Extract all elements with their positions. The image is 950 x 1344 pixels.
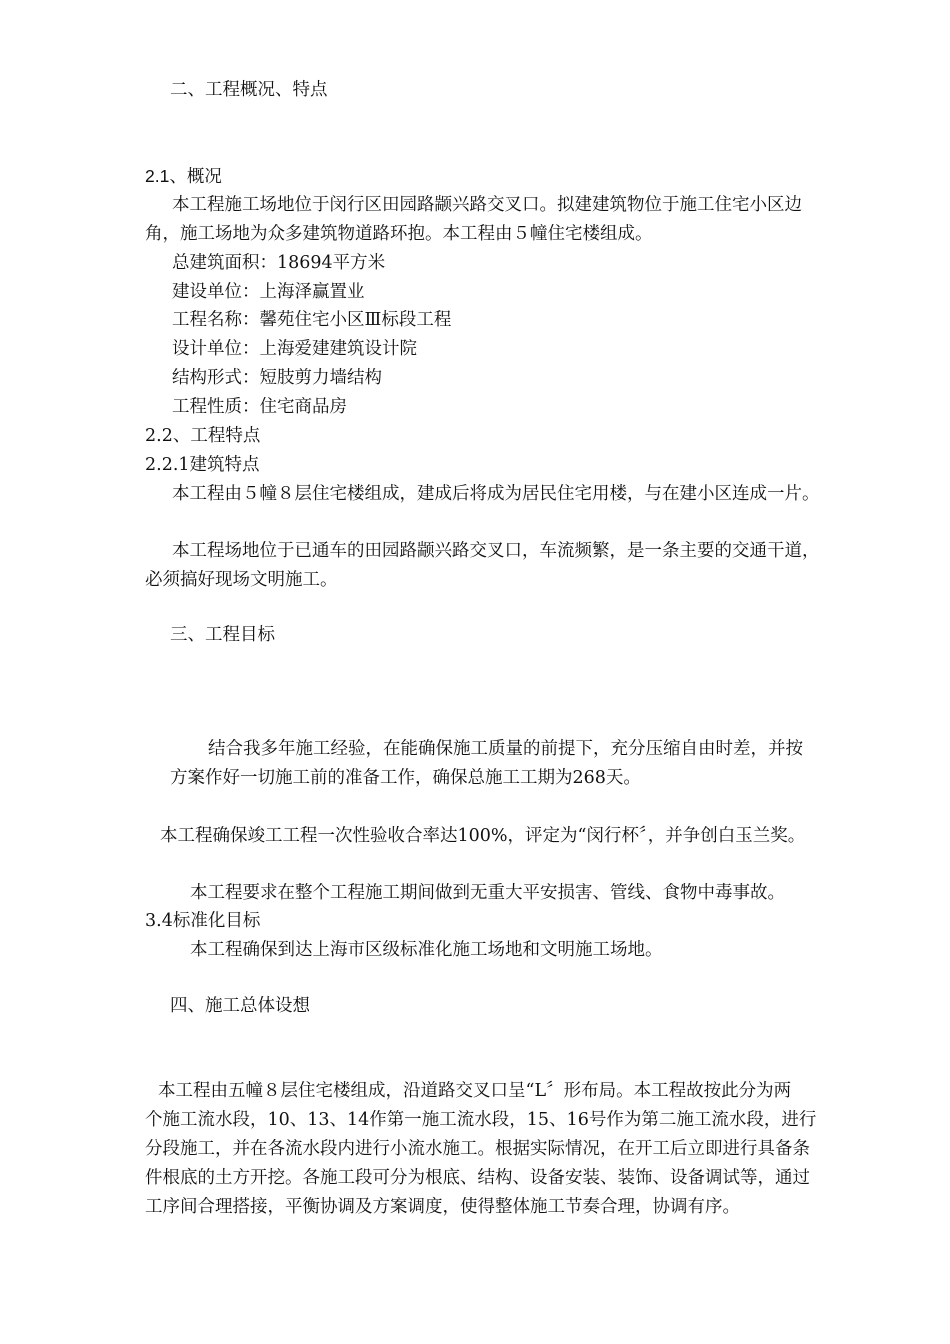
paragraph-line: 件根底的土方开挖。各施工段可分为根底、结构、设备安装、装饰、设备调试等，通过: [145, 1168, 810, 1188]
info-project-name: 工程名称：馨苑住宅小区Ⅲ标段工程: [172, 310, 452, 330]
paragraph-line: 本工程施工场地位于闵行区田园路颛兴路交叉口。拟建建筑物位于施工住宅小区边: [172, 195, 802, 215]
subheading-building-features: 2.2.1建筑特点: [145, 455, 260, 475]
paragraph-line: 本工程由５幢８层住宅楼组成，建成后将成为居民住宅用楼，与在建小区连成一片。: [172, 484, 820, 504]
info-builder: 建设单位：上海泽赢置业: [172, 282, 365, 302]
paragraph-line: 必须搞好现场文明施工。: [145, 570, 338, 590]
paragraph-line: 方案作好一切施工前的准备工作，确保总施工工期为268天。: [170, 768, 641, 788]
subheading-features: 2.2、工程特点: [145, 426, 261, 446]
paragraph-line: 本工程确保到达上海市区级标准化施工场地和文明施工场地。: [190, 940, 663, 960]
info-nature: 工程性质：住宅商品房: [172, 397, 347, 417]
paragraph-line: 分段施工，并在各流水段内进行小流水施工。根据实际情况，在开工后立即进行具备条: [145, 1139, 810, 1159]
paragraph-line: 本工程要求在整个工程施工期间做到无重大平安损害、管线、食物中毒事故。: [190, 883, 785, 903]
subheading-overview: 2.1、概况: [145, 166, 222, 186]
paragraph-line: 工序间合理搭接，平衡协调及方案调度，使得整体施工节奏合理，协调有序。: [145, 1197, 740, 1217]
paragraph-line: 本工程场地位于已通车的田园路颛兴路交叉口，车流频繁，是一条主要的交通干道，: [172, 541, 820, 561]
subheading-standard: 3.4标准化目标: [145, 911, 261, 931]
paragraph-line: 角，施工场地为众多建筑物道路环抱。本工程由５幢住宅楼组成。: [145, 224, 653, 244]
paragraph-line: 本工程确保竣工工程一次性验收合率达100%，评定为“闵行杯〞，并争创白玉兰奖。: [160, 826, 806, 846]
paragraph-line: 本工程由五幢８层住宅楼组成，沿道路交叉口呈“L〞形布局。本工程故按此分为两: [158, 1081, 792, 1101]
info-structure: 结构形式：短肢剪力墙结构: [172, 368, 382, 388]
info-total-area: 总建筑面积：18694平方米: [172, 253, 386, 273]
paragraph-line: 结合我多年施工经验，在能确保施工质量的前提下，充分压缩自由时差，并按: [208, 739, 803, 759]
info-designer: 设计单位：上海爱建建筑设计院: [172, 339, 417, 359]
section-heading-plan: 四、施工总体设想: [170, 996, 310, 1016]
section-heading-goals: 三、工程目标: [170, 625, 275, 645]
paragraph-line: 个施工流水段，10、13、14作第一施工流水段，15、16号作为第二施工流水段，进行: [145, 1110, 817, 1130]
section-heading-overview: 二、工程概况、特点: [170, 80, 328, 100]
